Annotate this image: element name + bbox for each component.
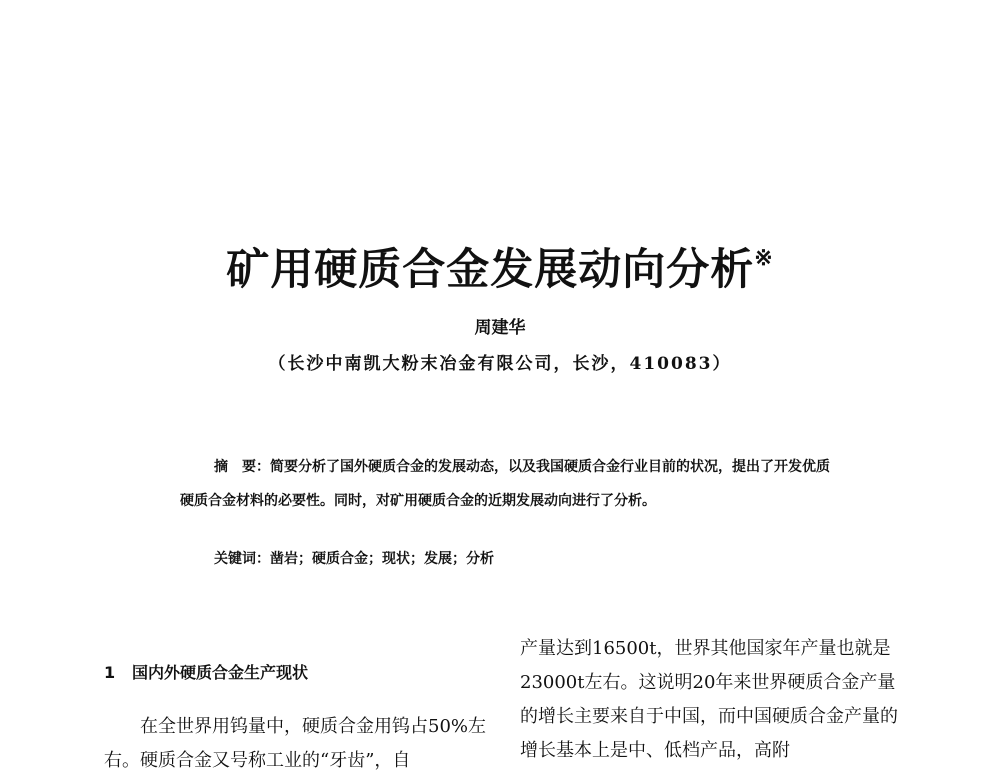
abstract-paragraph	[180, 450, 830, 518]
section-1-heading	[104, 660, 308, 683]
left-column	[104, 710, 486, 778]
keywords-label: 关键词：	[214, 551, 270, 567]
section-title: 国内外硬质合金生产现状	[132, 663, 309, 682]
right-column-paragraph: 产量达到16500t，世界其他国家年产量也就是23000t左右。这说明20年来世界硬质合金产量的增长主要来自于中国，而中国硬质合金产量的增长基本上是中、低档产品，高附	[520, 638, 898, 761]
author-affiliation: （长沙中南凯大粉末冶金有限公司，长沙，410083）	[268, 354, 732, 374]
keywords-text: 凿岩；硬质合金；现状；发展；分析	[270, 551, 494, 567]
paper-title	[0, 236, 1000, 297]
abstract-text: 简要分析了国外硬质合金的发展动态，以及我国硬质合金行业目前的状况，提出了开发优质硬质合金材料的必要性。同时，对矿用硬质合金的近期发展动向进行了分析。	[180, 459, 830, 509]
section-number: 1	[104, 663, 116, 682]
title-text: 矿用硬质合金发展动向分析	[226, 245, 755, 295]
right-column	[520, 632, 904, 768]
keywords-block	[214, 548, 494, 568]
abstract-label: 摘 要：	[214, 459, 270, 475]
title-footnote-mark: ※	[754, 244, 774, 271]
abstract-block	[180, 450, 830, 518]
left-column-paragraph: 在全世界用钨量中，硬质合金用钨占50%左右。硬质合金又号称工业的“牙齿”，自	[104, 716, 487, 771]
author-name: 周建华	[474, 318, 526, 338]
